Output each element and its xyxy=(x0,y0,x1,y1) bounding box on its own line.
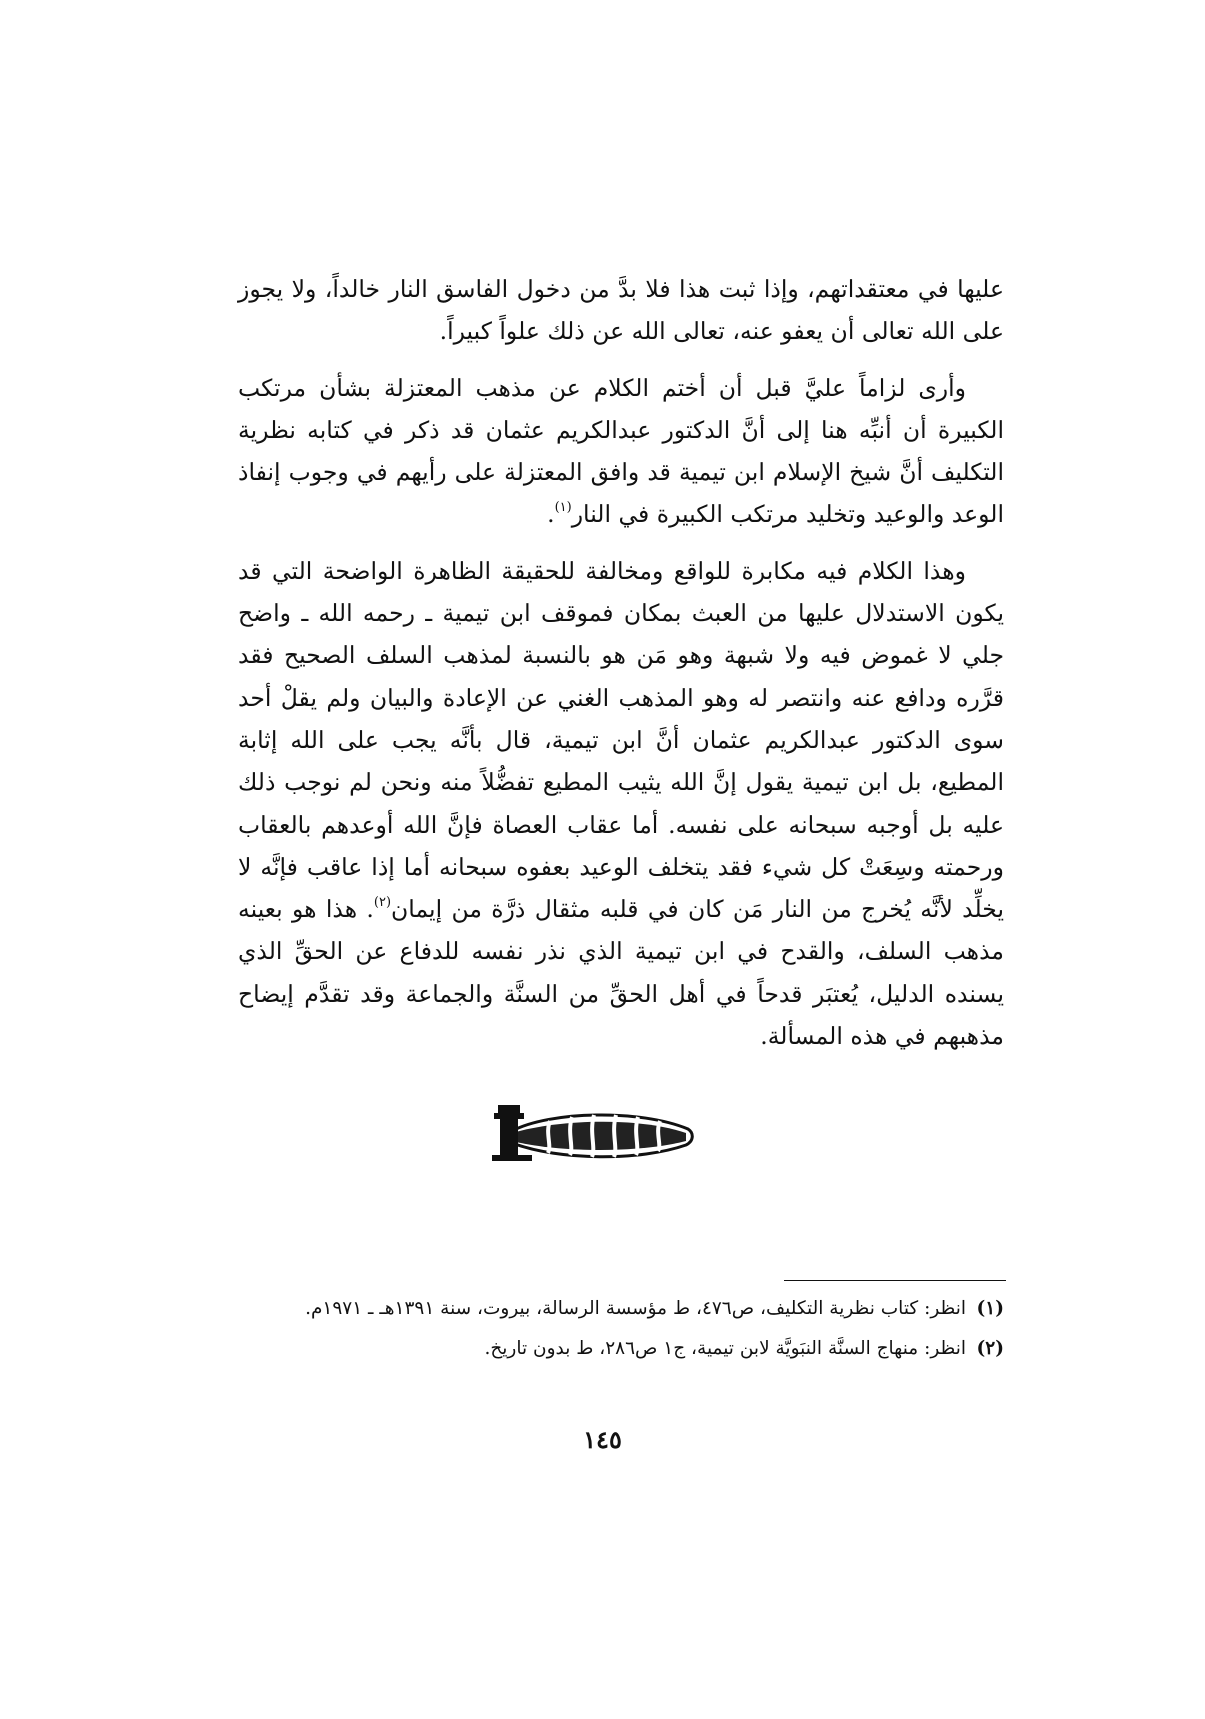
footnote-ref-2[interactable]: (٢) xyxy=(373,895,392,911)
paragraph-3-text: وهذا الكلام فيه مكابرة للواقع ومخالفة للحقيقة الظاهرة الواضحة التي قد يكون الاستدلال عليها من العبث بمكان فموقف ابن تيمية ـ رحمه الله ـ واضح جلي لا غموض فيه ولا شبهة وهو مَن هو بالنسبة لمذهب السلف الصحيح فقد قرَّره ودافع عنه وانتصر له وهو المذهب الغني عن الإعادة والبيان ولم يقلْ أحد سوى الدكتور عبدالكريم عثمان أنَّ ابن تيمية، قال بأنَّه يجب على الله إثابة المطيع، بل ابن تيمية يقول إنَّ الله يثيب المطيع تفضُّلاً منه ونحن لم نوجب ذلك عليه بل أوجبه سبحانه على نفسه. أما عقاب العصاة فإنَّ الله أوعدهم بالعقاب ورحمته وسِعَتْ كل شيء فقد يتخلف الوعيد بعفوه سبحانه أما إذا عاقب فإنَّه لا يخلِّد لأنَّه يُخرج من النار مَن كان في قلبه مثقال ذرَّة من إيمان xyxy=(238,556,1004,924)
paragraph-3-tail: . هذا هو بعينه مذهب السلف، والقدح في ابن تيمية الذي نذر نفسه للدفاع عن الحقِّ الذي يسنده الدليل، يُعتبَر قدحاً في أهل الحقِّ من السنَّة والجماعة وقد تقدَّم إيضاح مذهبهم في هذه المسألة. xyxy=(238,895,1004,1051)
footnote-1 xyxy=(228,1293,1004,1325)
paragraph-2-tail: . xyxy=(547,500,555,529)
paragraph-2 xyxy=(238,367,1004,536)
footnote-1-text: انظر: كتاب نظرية التكليف، ص٤٧٦، ط مؤسسة الرسالة، بيروت، سنة ١٣٩١هـ ـ ١٩٧١م. xyxy=(305,1298,966,1319)
quill-inkwell-ornament-icon xyxy=(490,1103,700,1165)
paragraph-1-text: عليها في معتقداتهم، وإذا ثبت هذا فلا بدَّ من دخول الفاسق النار خالداً، ولا يجوز على الله تعالى أن يعفو عنه، تعالى الله عن ذلك علواً كبيراً. xyxy=(238,275,1004,346)
footnote-divider xyxy=(784,1280,1006,1281)
page-number: ١٤٥ xyxy=(583,1425,622,1454)
paragraph-3 xyxy=(238,550,1004,1058)
footnote-ref-1[interactable]: (١) xyxy=(554,500,572,516)
paragraph-2-text: وأرى لزاماً عليَّ قبل أن أختم الكلام عن مذهب المعتزلة بشأن مرتكب الكبيرة أن أنبِّه هنا إلى أنَّ الدكتور عبدالكريم عثمان قد ذكر في كتابه نظرية التكليف أنَّ شيخ الإسلام ابن تيمية قد وافق المعتزلة على رأيهم في وجوب إنفاذ الوعد والوعيد وتخليد مرتكب الكبيرة في النار xyxy=(238,373,1004,529)
footnote-2-number: (٢) xyxy=(976,1338,1004,1359)
footnotes xyxy=(228,1293,1004,1373)
footnote-2-text: انظر: منهاج السنَّة النبَويَّة لابن تيمية، ج١ ص٢٨٦، ط بدون تاريخ. xyxy=(484,1338,966,1359)
footnote-1-number: (١) xyxy=(976,1298,1004,1319)
footnote-2 xyxy=(228,1333,1004,1365)
paragraph-1 xyxy=(238,268,1004,353)
main-text xyxy=(238,268,1004,1071)
